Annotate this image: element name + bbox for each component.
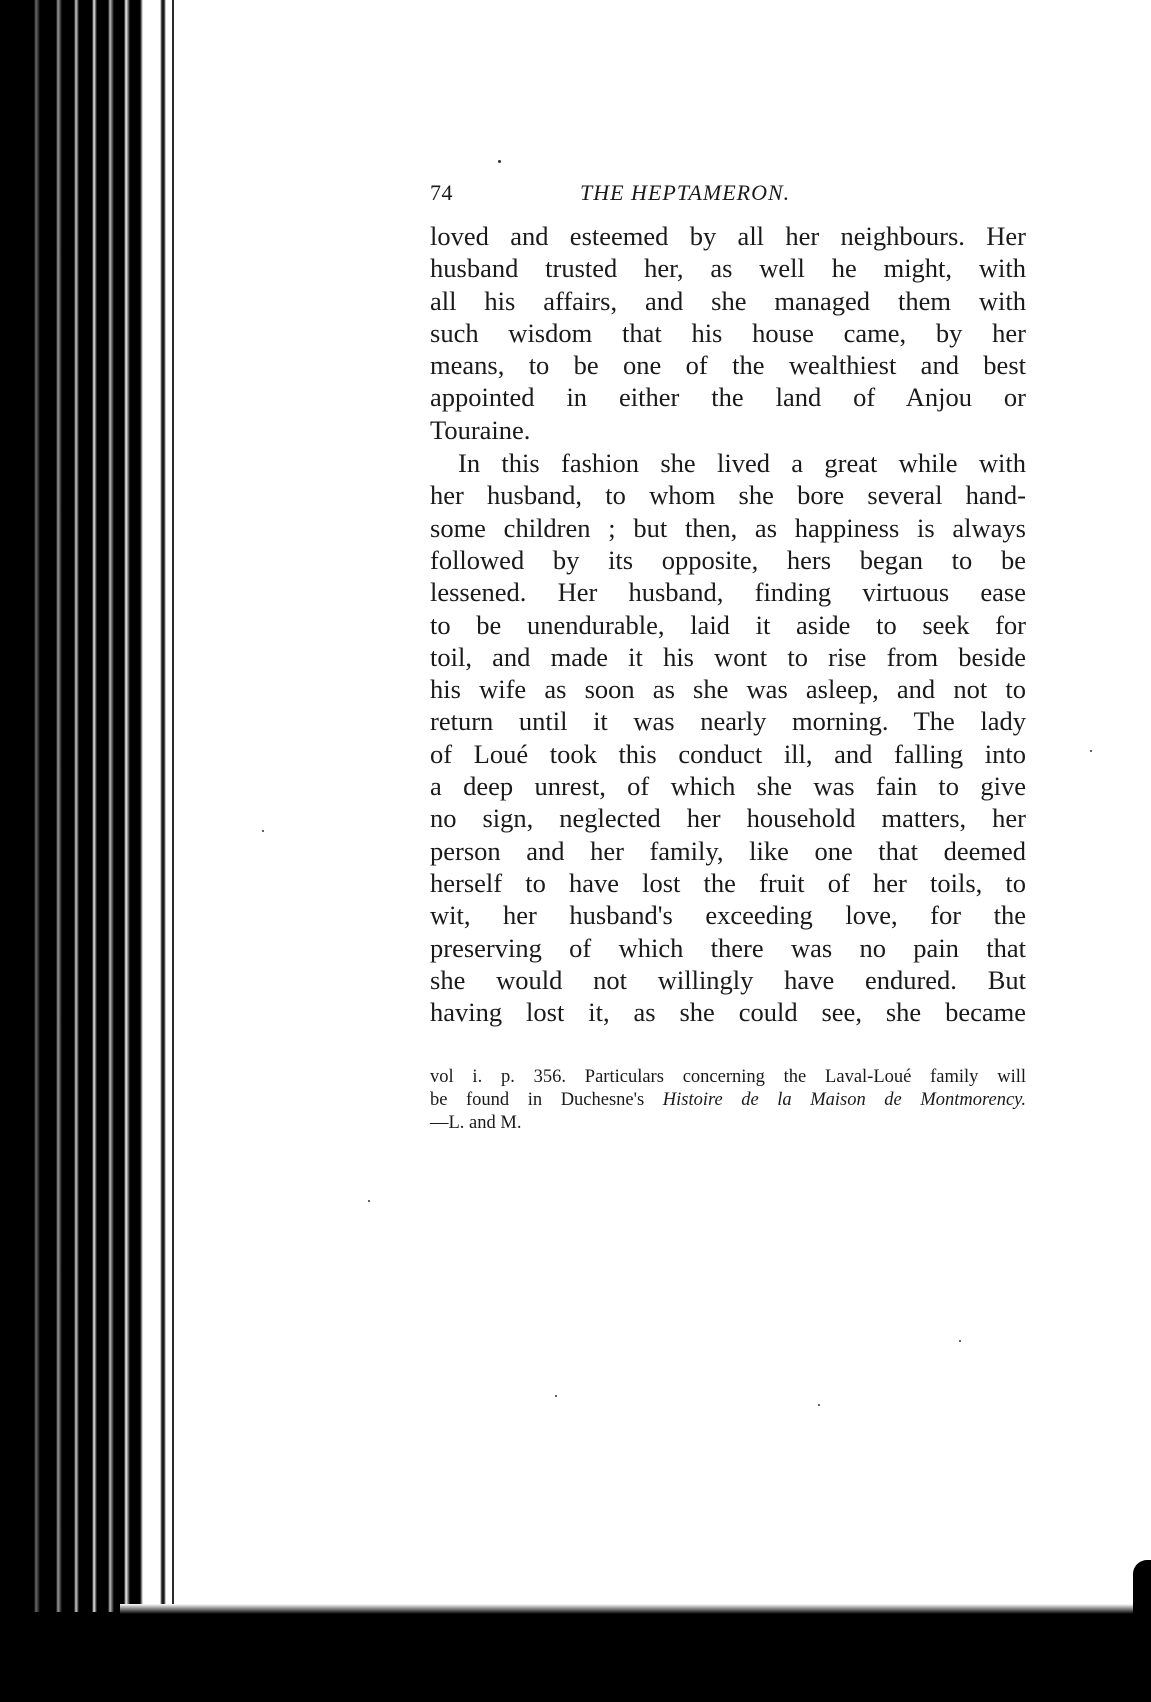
dust-speck <box>555 1395 557 1397</box>
text-line: of Loué took this conduct ill, and falling into <box>430 738 1026 769</box>
text-line: lessened. Her husband, finding virtuous ease <box>430 577 1026 608</box>
text-line: all his affairs, and she managed them with <box>430 285 1026 316</box>
text-line: herself to have lost the fruit of her toils, to <box>430 867 1026 898</box>
running-title: THE HEPTAMERON. <box>580 180 791 205</box>
footnote <box>430 1066 1026 1135</box>
footnote-line <box>430 1089 1026 1112</box>
text-line: toil, and made it his wont to rise from beside <box>430 641 1026 672</box>
page-text <box>430 180 1026 1135</box>
text-line: his wife as soon as she was asleep, and not to <box>430 674 1026 705</box>
text-line: In this fashion she lived a great while with <box>458 448 1026 479</box>
text-line: some children ; but then, as happiness is always <box>430 512 1026 543</box>
text-line: person and her family, like one that deemed <box>430 835 1026 866</box>
dust-speck <box>818 1404 820 1406</box>
footnote-line: —L. and M. <box>430 1113 522 1134</box>
text-line: means, to be one of the wealthiest and best <box>430 350 1026 381</box>
text-line: appointed in either the land of Anjou or <box>430 382 1026 413</box>
footnote-line: vol i. p. 356. Particulars concerning the Laval-Loué family will <box>430 1067 1026 1088</box>
book-spine-edge <box>0 0 180 1702</box>
dust-speck <box>959 1340 961 1342</box>
text-line: she would not willingly have endured. But <box>430 964 1026 995</box>
dust-speck <box>368 1200 370 1202</box>
footnote-book-title: Histoire de la Maison de Montmorency. <box>662 1090 1026 1111</box>
text-line: wit, her husband's exceeding love, for the <box>430 900 1026 931</box>
text-line: return until it was nearly morning. The lady <box>430 706 1026 737</box>
paragraph <box>430 447 1026 1028</box>
text-line: loved and esteemed by all her neighbours. Her <box>430 221 1026 251</box>
dust-speck <box>498 160 501 163</box>
text-line: preserving of which there was no pain that <box>430 932 1026 963</box>
page-edge-line <box>172 0 174 1610</box>
text-line: followed by its opposite, hers began to be <box>430 544 1026 575</box>
footnote-text: be found in Duchesne's <box>430 1090 663 1111</box>
dust-speck <box>262 830 264 832</box>
text-line: Touraine. <box>430 414 531 445</box>
dust-speck <box>1090 750 1092 752</box>
text-line: having lost it, as she could see, she became <box>430 997 1026 1028</box>
text-line: such wisdom that his house came, by her <box>430 317 1026 348</box>
text-line: no sign, neglected her household matters, her <box>430 803 1026 834</box>
running-head <box>430 180 1026 220</box>
scanner-bottom-edge <box>0 1612 1151 1702</box>
text-line: a deep unrest, of which she was fain to give <box>430 771 1026 802</box>
page-number: 74 <box>430 180 453 205</box>
paragraph <box>430 220 1026 446</box>
text-line: her husband, to whom she bore several hand- <box>430 480 1026 511</box>
text-line: husband trusted her, as well he might, with <box>430 253 1026 284</box>
text-line: to be unendurable, laid it aside to seek for <box>430 609 1026 640</box>
page-corner-curl <box>1133 1560 1151 1620</box>
